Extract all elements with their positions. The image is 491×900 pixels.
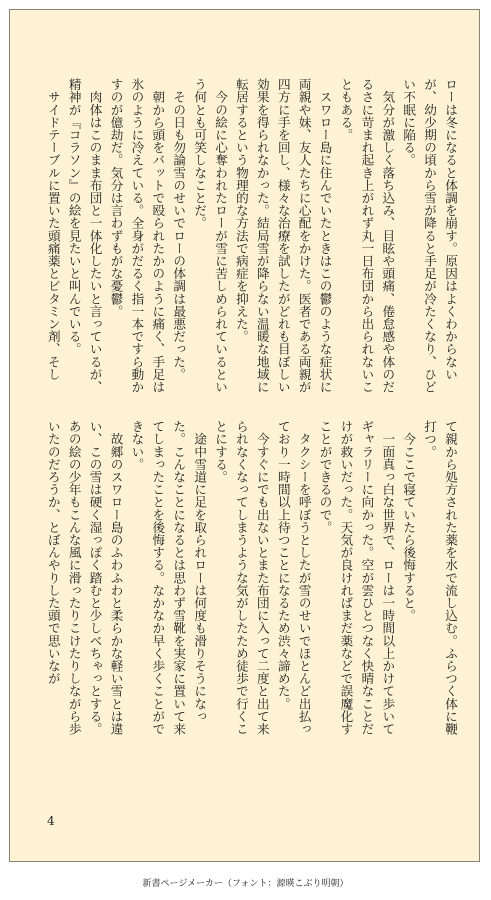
book-page	[9, 9, 480, 862]
page-number: 4	[47, 814, 55, 828]
upper-text-block: ローは冬になると体調を崩す。原因はよくわからないが、幼少期の頃から雪が降ると手足が冷たくなり、ひどい不眠に陥る。 気分が激しく落ち込み、目眩や頭痛、倦怠感や体のだるさに苛まれ起き上がれず丸一日布団から出られないこともある。 スワロー島に住んでいたときはこの鬱のような症状に両親や妹、友人たちに心配をかけた。医者である両親が四方に手を回し、様々な治療を試したがどれも目ぼしい効果を得られなかった。結局雪が降らない温暖な地域に転居するという物理的な方法で病症を抑えた。 今の絵に心奪われたローが雪に苦しめられているという何とも可笑しなことだ。 その日も勿論雪のせいでローの体調は最悪だった。 朝から頭をバットで殴られたかのように痛く、手足は氷のように冷えている。全身がだるく指一本ですら動かすのが億劫だ。気分は言わずもがな憂鬱。 肉体はこのまま布団と一体化したいと言っているが、精神が『コラソン』の絵を見たいと叫んでいる。 サイドテーブルに置いた頭痛薬とビタミン剤、そし	[45, 78, 458, 393]
footer-credit: 新書ページメーカー（フォント：源暎こぶり明朝）	[142, 879, 349, 889]
lower-text-block: て親から処方された薬を水で流し込む。ふらつく体に鞭打つ。 今ここで寝ていたら後悔すると。 一面真っ白な世界で、ローは一時間以上かけて歩いてギャラリーに向かった。空が雲ひとつなく快晴なことだけが救いだった。天気が良ければまだ薬などで誤魔化すことができるので。 タクシーを呼ぼうとしたが雪のせいでほとんど出払っており一時間以上待つことになるため渋々諦めた。 今すぐにでも出ないとまた布団に入って二度と出て来られなくなってしまうような気がしたため徒歩で行くことにする。 途中雪道に足を取られローは何度も滑りそうになった。こんなことになるとは思わず雪靴を実家に置いて来てしまったことを後悔する。なかなか早く歩くことができない。 故郷のスワロー島のふわふわと柔らかな軽い雪とは違い、この雪は硬く湿っぽく踏むと少しべちゃっとする。あの絵の少年もこんな風に滑ったりこけたりしながら歩いたのだろうか、とぼんやりした頭で思いなが	[45, 420, 458, 735]
